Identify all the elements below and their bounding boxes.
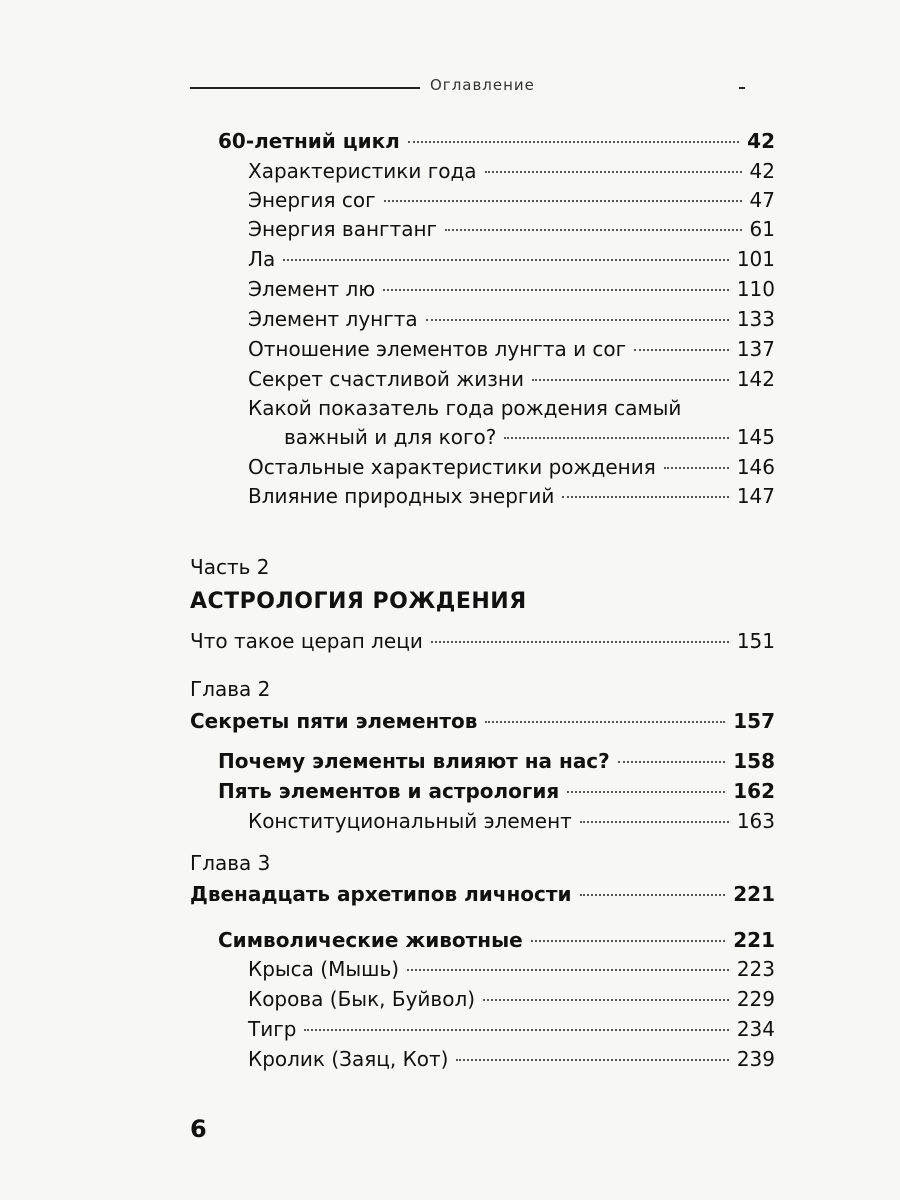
- toc-entry-label: Двенадцать архетипов личности: [190, 882, 572, 906]
- toc-leader: [408, 141, 739, 143]
- toc-entry[interactable]: [248, 214, 775, 244]
- toc-leader: [562, 496, 728, 498]
- toc-leader: [664, 467, 729, 469]
- toc-entry-label: Энергия сог: [248, 188, 376, 212]
- toc-entry-page: 221: [733, 882, 775, 906]
- toc-leader: [531, 940, 726, 942]
- toc-leader: [580, 894, 726, 896]
- chapter-title-entry[interactable]: [190, 706, 775, 736]
- toc-entry-page: 146: [736, 455, 775, 479]
- toc-entry-label: Ла: [248, 247, 276, 271]
- toc-leader: [580, 821, 729, 823]
- toc-leader: [567, 791, 725, 793]
- header-rule-right: [739, 87, 745, 89]
- toc-entry-page: 110: [736, 277, 775, 301]
- toc-entry-page: 42: [747, 129, 775, 153]
- toc-leader: [304, 1029, 728, 1031]
- toc-entry-page: 137: [736, 337, 775, 361]
- toc-entry[interactable]: [218, 126, 775, 156]
- toc-entry[interactable]: [248, 244, 775, 274]
- toc-leader: [384, 200, 742, 202]
- toc-entry-page: 158: [733, 749, 775, 773]
- toc-entry-page: 234: [736, 1017, 775, 1041]
- header-title: Оглавление: [430, 76, 535, 94]
- toc-entry[interactable]: [218, 925, 775, 955]
- toc-entry[interactable]: [248, 1044, 775, 1074]
- toc-entry-label: Характеристики года: [248, 159, 477, 183]
- header-rule-left: [190, 87, 420, 89]
- toc-entry[interactable]: [248, 274, 775, 304]
- toc-entry-label: Корова (Бык, Буйвол): [248, 987, 476, 1011]
- toc-entry-label-line1: Какой показатель года рождения самый: [248, 396, 682, 420]
- toc-entry-label: Секрет счастливой жизни: [248, 367, 524, 391]
- toc-entry[interactable]: [248, 954, 775, 984]
- toc-leader: [618, 761, 725, 763]
- toc-entry[interactable]: [248, 452, 775, 482]
- toc-entry-label: Элемент лю: [248, 277, 376, 301]
- toc-entry-label: Кролик (Заяц, Кот): [248, 1047, 449, 1071]
- toc-leader: [407, 969, 729, 971]
- toc-entry-label: Отношение элементов лунгта и сог: [248, 337, 627, 361]
- part-label: Часть 2: [190, 555, 270, 579]
- toc-entry-label: Остальные характеристики рождения: [248, 455, 656, 479]
- toc-entry-page: 239: [736, 1047, 775, 1071]
- chapter-label: Глава 3: [190, 851, 271, 875]
- page-number: 6: [190, 1115, 207, 1143]
- part-title: АСТРОЛОГИЯ РОЖДЕНИЯ: [190, 589, 527, 614]
- toc-entry-page: 223: [736, 957, 775, 981]
- toc-entry-label: 60-летний цикл: [218, 129, 400, 153]
- toc-entry-page: 133: [736, 307, 775, 331]
- toc-leader: [532, 379, 729, 381]
- toc-entry[interactable]: [218, 746, 775, 776]
- toc-entry-label: Тигр: [248, 1017, 297, 1041]
- toc-leader: [483, 999, 729, 1001]
- toc-entry[interactable]: [248, 334, 775, 364]
- toc-entry-label: важный и для кого?: [284, 425, 497, 449]
- toc-entry-label: Влияние природных энергий: [248, 484, 555, 508]
- toc-entry-page: 61: [749, 217, 775, 241]
- toc-entry-page: 142: [736, 367, 775, 391]
- toc-entry-page: 42: [749, 159, 775, 183]
- toc-entry-page: 151: [736, 629, 775, 653]
- toc-entry[interactable]: [248, 364, 775, 394]
- toc-entry-label: Секреты пяти элементов: [190, 709, 478, 733]
- toc-entry-page: 47: [749, 188, 775, 212]
- toc-leader: [431, 641, 729, 643]
- toc-entry-page: 221: [733, 928, 775, 952]
- toc-leader: [383, 289, 729, 291]
- toc-entry-label: Энергия вангтанг: [248, 217, 438, 241]
- toc-entry-label: Пять элементов и астрология: [218, 779, 560, 803]
- toc-leader: [634, 349, 729, 351]
- toc-entry-label: Крыса (Мышь): [248, 957, 400, 981]
- toc-entry-label: Конституциональный элемент: [248, 809, 572, 833]
- toc-entry[interactable]: [248, 1014, 775, 1044]
- toc-leader: [485, 171, 742, 173]
- toc-entry[interactable]: [248, 806, 775, 836]
- toc-entry[interactable]: [248, 185, 775, 215]
- toc-entry-label: Почему элементы влияют на нас?: [218, 749, 610, 773]
- toc-leader: [445, 229, 741, 231]
- toc-entry[interactable]: [248, 304, 775, 334]
- toc-entry[interactable]: [248, 481, 775, 511]
- toc-entry[interactable]: [248, 984, 775, 1014]
- toc-entry[interactable]: [190, 626, 775, 656]
- chapter-title-entry[interactable]: [190, 879, 775, 909]
- toc-entry[interactable]: [248, 156, 775, 186]
- toc-entry-label: Что такое церап леци: [190, 629, 423, 653]
- chapter-label: Глава 2: [190, 677, 271, 701]
- running-header: [190, 76, 745, 100]
- toc-entry-label: Символические животные: [218, 928, 523, 952]
- toc-entry-page: 162: [733, 779, 775, 803]
- toc-leader: [485, 721, 725, 723]
- toc-entry[interactable]: [284, 422, 775, 452]
- toc-leader: [504, 437, 728, 439]
- toc-entry-page: 101: [736, 247, 775, 271]
- toc-leader: [456, 1059, 728, 1061]
- toc-entry-page: 157: [733, 709, 775, 733]
- toc-entry-page: 145: [736, 425, 775, 449]
- toc-leader: [426, 319, 729, 321]
- toc-entry-page: 229: [736, 987, 775, 1011]
- toc-entry[interactable]: [218, 776, 775, 806]
- toc-leader: [283, 259, 729, 261]
- toc-entry-page: 163: [736, 809, 775, 833]
- toc-entry-page: 147: [736, 484, 775, 508]
- toc-entry-label: Элемент лунгта: [248, 307, 418, 331]
